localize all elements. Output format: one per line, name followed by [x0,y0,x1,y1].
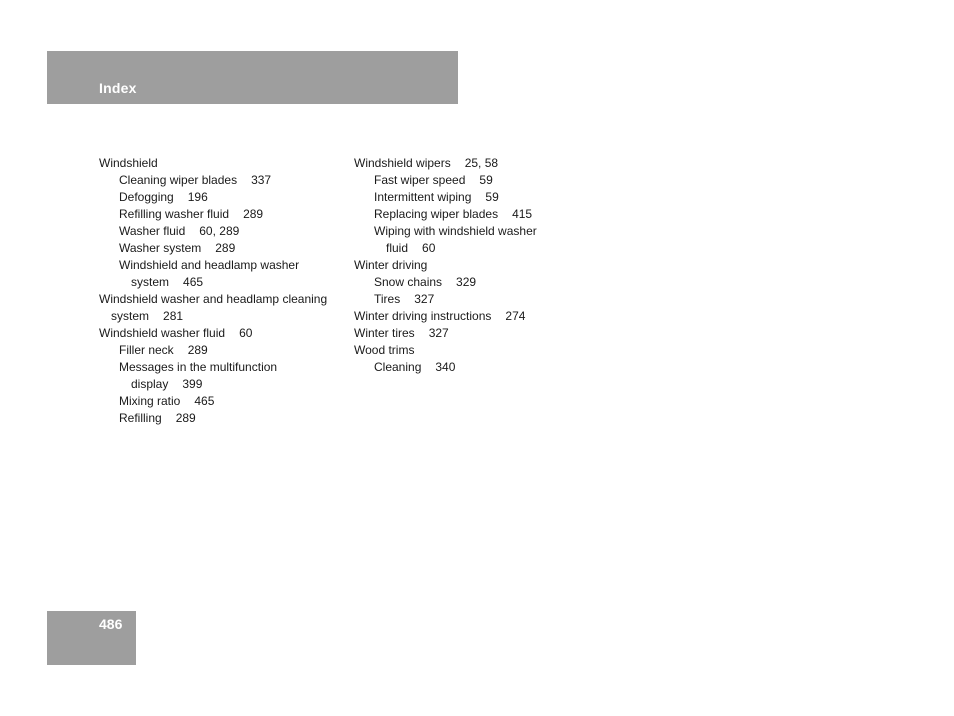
index-entry-text: Windshield washer and headlamp cleaning [99,292,328,306]
header-bar [47,51,458,104]
index-entry [354,291,604,308]
index-entry-page-ref[interactable]: 465 [183,275,204,289]
index-entry [99,325,349,342]
index-entry-text: Filler neck [119,343,174,357]
index-entry [99,308,349,325]
index-entry-text: Replacing wiper blades [374,207,499,221]
index-entry-page-ref[interactable]: 329 [456,275,477,289]
index-entry-text: Windshield [99,156,158,170]
index-entry [354,206,604,223]
index-entry [354,274,604,291]
index-entry-page-ref[interactable]: 25, 58 [464,156,499,170]
page-title: Index [99,80,137,96]
index-column-left [99,155,349,427]
index-entry-page-ref[interactable]: 327 [428,326,449,340]
index-entry-page-ref[interactable]: 196 [187,190,208,204]
index-entry-text: display [131,377,169,391]
index-entry [99,155,349,172]
index-entry-text: system [111,309,150,323]
index-entry-page-ref[interactable]: 289 [215,241,236,255]
index-entry-text: fluid [386,241,409,255]
index-entry [99,376,349,393]
page-number-tab [47,611,136,665]
index-entry-text: Tires [374,292,401,306]
index-entry [354,359,604,376]
index-entry-text: Cleaning [374,360,422,374]
index-entry-text: Washer system [119,241,202,255]
index-entry-text: Winter tires [354,326,415,340]
index-entry-text: Refilling washer fluid [119,207,230,221]
index-entry-text: Fast wiper speed [374,173,466,187]
index-entry-text: Winter driving instructions [354,309,492,323]
index-entry [354,223,604,240]
index-entry [99,359,349,376]
index-entry-text: Snow chains [374,275,443,289]
index-entry [99,393,349,410]
index-entry-page-ref[interactable]: 289 [243,207,264,221]
index-entry [99,172,349,189]
index-entry [99,240,349,257]
index-entry-text: Washer fluid [119,224,186,238]
index-entry [354,240,604,257]
index-entry [99,206,349,223]
index-entry-text: Windshield and headlamp washer [119,258,300,272]
index-entry [354,257,604,274]
index-entry-page-ref[interactable]: 465 [194,394,215,408]
index-entry-page-ref[interactable]: 274 [505,309,526,323]
index-entry-text: Mixing ratio [119,394,181,408]
index-entry-text: Winter driving [354,258,428,272]
index-entry-page-ref[interactable]: 327 [414,292,435,306]
index-entry-text: Refilling [119,411,162,425]
index-entry [354,342,604,359]
index-entry-page-ref[interactable]: 60, 289 [199,224,240,238]
index-entry [99,189,349,206]
index-entry-text: Wiping with windshield washer [374,224,537,238]
index-entry [354,189,604,206]
index-entry-page-ref[interactable]: 60 [422,241,436,255]
index-entry [354,155,604,172]
index-entry [354,172,604,189]
index-entry [99,410,349,427]
index-entry-page-ref[interactable]: 59 [485,190,499,204]
page-number: 486 [99,616,123,632]
index-entry-page-ref[interactable]: 415 [512,207,533,221]
index-entry-text: Windshield washer fluid [99,326,226,340]
index-entry-text: Windshield wipers [354,156,451,170]
index-entry [99,274,349,291]
index-entry-text: Intermittent wiping [374,190,472,204]
index-entry-page-ref[interactable]: 399 [182,377,203,391]
index-entry-text: Cleaning wiper blades [119,173,238,187]
index-entry [354,325,604,342]
index-entry-page-ref[interactable]: 289 [175,411,196,425]
index-entry-text: Messages in the multifunction [119,360,278,374]
index-entry [99,257,349,274]
index-entry-page-ref[interactable]: 340 [435,360,456,374]
index-entry [99,342,349,359]
index-entry-page-ref[interactable]: 281 [163,309,184,323]
index-entry-page-ref[interactable]: 60 [239,326,253,340]
index-entry-text: Wood trims [354,343,415,357]
index-entry [354,308,604,325]
index-entry-page-ref[interactable]: 337 [251,173,272,187]
index-entry [99,291,349,308]
index-entry-page-ref[interactable]: 59 [479,173,493,187]
index-entry-page-ref[interactable]: 289 [187,343,208,357]
index-entry [99,223,349,240]
index-entry-text: system [131,275,170,289]
index-entry-text: Defogging [119,190,174,204]
index-column-right [354,155,604,376]
